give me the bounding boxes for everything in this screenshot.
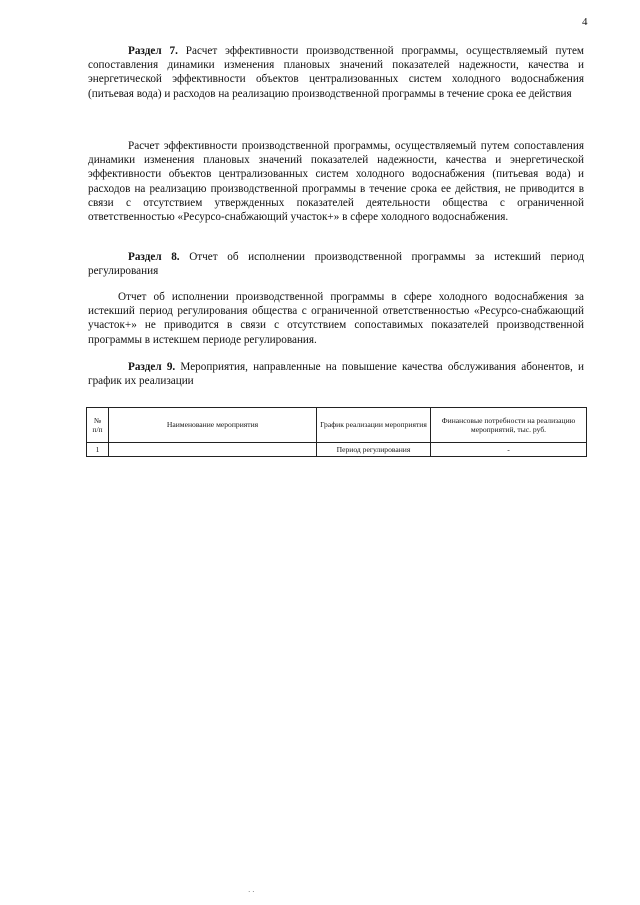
section-8-label: Раздел 8. xyxy=(128,251,180,263)
header-name: Наименование мероприятия xyxy=(109,408,317,443)
section-9-title: Мероприятия, направленные на повышение качества обслуживания абонентов, и график их реализации xyxy=(88,361,585,388)
footer-mark: · · xyxy=(248,888,255,896)
table-header-row xyxy=(87,408,587,443)
header-finance: Финансовые потребности на реализацию мероприятий, тыс. руб. xyxy=(431,408,587,443)
section-9-heading xyxy=(88,360,584,388)
cell-finance: - xyxy=(431,443,587,457)
header-schedule: График реализации мероприятия xyxy=(317,408,431,443)
events-table xyxy=(86,407,587,457)
section-7-title: Расчет эффективности производственной программы, осуществляемый путем сопоставления динамики изменения плановых значений показателей надежности, качества и энергетической эффективности объектов централизованных систем холодного водоснабжения (питьевая вода) и расходов на реализацию производственной программы в течение срока ее действия xyxy=(88,45,584,100)
section-7-heading xyxy=(88,44,584,101)
section-8-heading xyxy=(88,250,584,278)
section-7-label: Раздел 7. xyxy=(128,45,178,57)
page-number: 4 xyxy=(582,16,588,28)
cell-schedule: Период регулирования xyxy=(317,443,431,457)
section-8-title: Отчет об исполнении производственной программы за истекший период регулирования xyxy=(88,251,585,278)
header-num: № п/п xyxy=(87,408,109,443)
section-9-label: Раздел 9. xyxy=(128,361,176,373)
cell-num: 1 xyxy=(87,443,109,457)
section-7-body: Расчет эффективности производственной программы, осуществляемый путем сопоставления динамики изменения плановых значений показателей надежности, качества и энергетической эффективности объектов централизованных систем холодного водоснабжения (питьевая вода) и расходов на реализацию производственной программы в течение срока ее действия, не приводится в связи с отсутствием утвержденных показателей деятельности общества с ограниченной ответственностью «Ресурсо-снабжающий участок+» в сфере холодного водоснабжения. xyxy=(88,140,584,224)
cell-name xyxy=(109,443,317,457)
table-row xyxy=(87,443,587,457)
section-8-body: Отчет об исполнении производственной программы в сфере холодного водоснабжения за истекший период регулирования общества с ограниченной ответственностью «Ресурсо-снабжающий участок+» не приводится в связи с отсутствием сопоставимых показателей производственной программы в истекшем периоде регулирования. xyxy=(88,291,584,346)
